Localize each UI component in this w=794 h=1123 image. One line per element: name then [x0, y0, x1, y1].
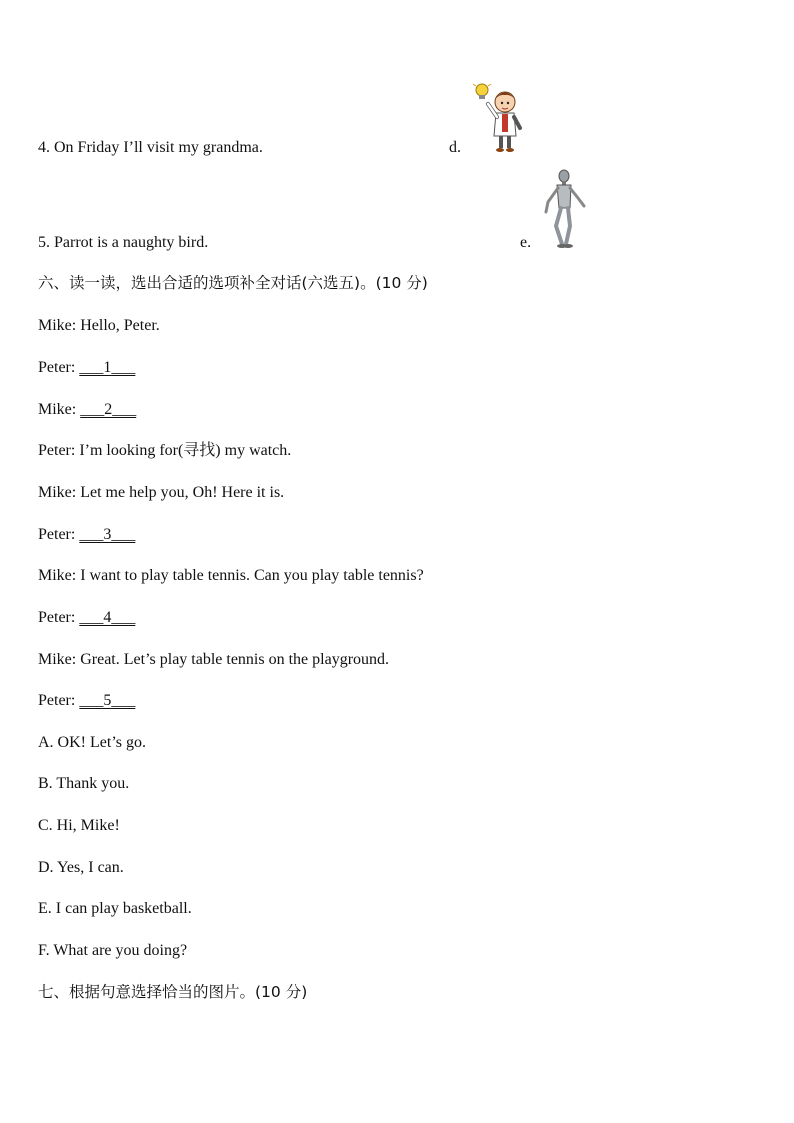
matching-sentence-4: 4. On Friday I’ll visit my grandma. [38, 139, 263, 156]
option-f: F. What are you doing? [38, 942, 188, 959]
dialogue-line-3 [38, 400, 136, 420]
option-a: A. OK! Let’s go. [38, 734, 146, 751]
matching-letter-d: d. [449, 139, 461, 156]
option-c: C. Hi, Mike! [38, 817, 120, 834]
dialogue-line-9 [38, 650, 389, 670]
dialogue-line-1 [38, 316, 160, 336]
option-b: B. Thank you. [38, 775, 130, 792]
speaker: Peter: [38, 359, 76, 376]
speaker: Peter: [38, 609, 76, 626]
matching-letter-e: e. [520, 234, 532, 251]
utterance: Let me help you, Oh! Here it is. [80, 484, 285, 501]
dialogue-line-6 [38, 525, 135, 545]
dialogue-line-5 [38, 483, 284, 503]
dialogue-line-8 [38, 608, 135, 628]
utterance: Hello, Peter. [80, 317, 160, 334]
utterance: Great. Let’s play table tennis on the playground. [80, 651, 390, 668]
option-d: D. Yes, I can. [38, 859, 124, 876]
answer-blank-4[interactable]: ___4___ [79, 609, 136, 626]
speaker: Mike: [38, 317, 77, 334]
section-6-heading: 六、读一读，选出合适的选项补全对话(六选五)。(10 分) [38, 274, 428, 292]
section-7-heading: 七、根据句意选择恰当的图片。(10 分) [38, 983, 308, 1001]
matching-sentence-5: 5. Parrot is a naughty bird. [38, 234, 209, 251]
dialogue-line-4 [38, 441, 291, 461]
answer-blank-3[interactable]: ___3___ [79, 526, 136, 543]
answer-blank-1[interactable]: ___1___ [79, 359, 136, 376]
option-e: E. I can play basketball. [38, 900, 192, 917]
speaker: Mike: [38, 651, 77, 668]
utterance: I want to play table tennis. Can you play table tennis? [80, 567, 424, 584]
speaker: Peter: [38, 442, 76, 459]
dialogue-line-2 [38, 358, 135, 378]
speaker: Mike: [38, 484, 77, 501]
utterance: I’m looking for(寻找) my watch. [79, 442, 292, 459]
speaker: Mike: [38, 401, 77, 418]
speaker: Peter: [38, 692, 76, 709]
boy-with-lightbulb-icon [470, 80, 526, 154]
dialogue-line-10 [38, 691, 135, 711]
speaker: Mike: [38, 567, 77, 584]
speaker: Peter: [38, 526, 76, 543]
answer-blank-2[interactable]: ___2___ [80, 401, 137, 418]
dialogue-line-7 [38, 566, 424, 586]
walking-robot-icon [540, 168, 586, 250]
answer-blank-5[interactable]: ___5___ [79, 692, 136, 709]
